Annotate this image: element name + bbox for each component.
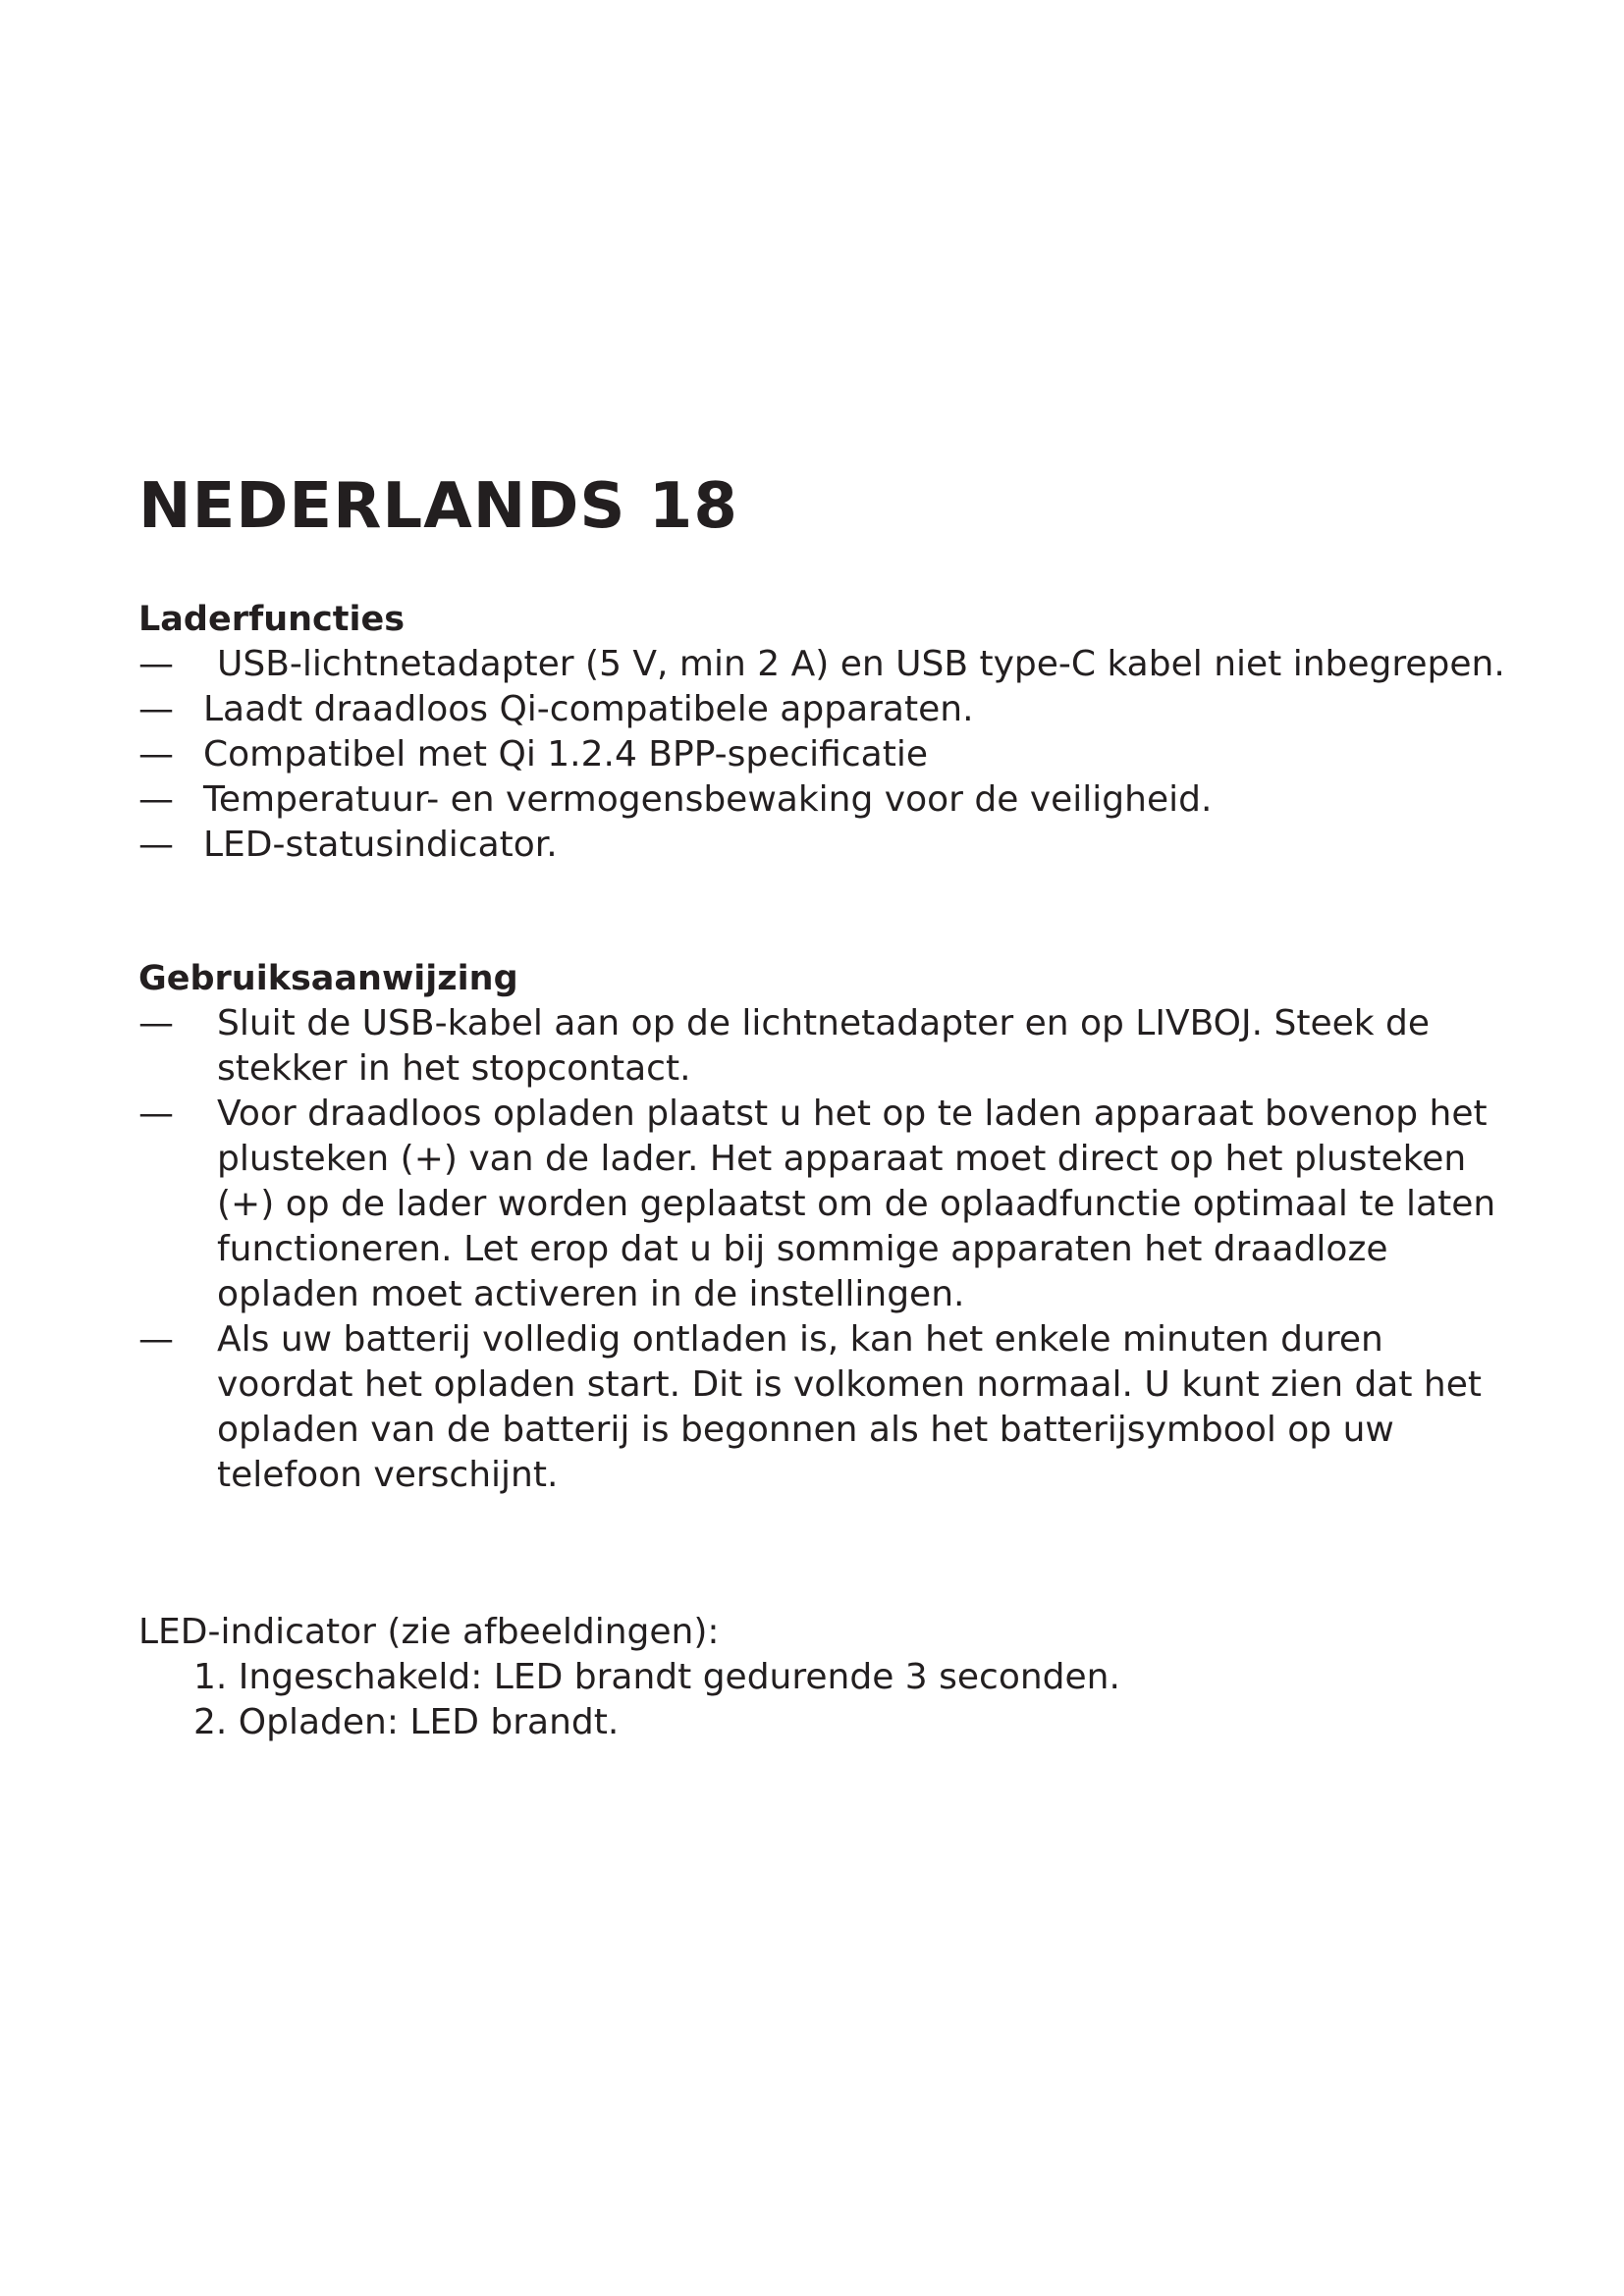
dash-bullet: — [138,1094,174,1134]
list-item [138,777,1513,823]
usage-section [138,956,1513,1498]
list-item [138,1092,1513,1317]
dash-bullet: — [138,644,174,684]
list-item [138,642,1513,687]
dash-bullet: — [138,1003,174,1043]
list-item [138,687,1513,732]
dash-bullet: — [138,689,174,729]
list-item-text: LED-statusindicator. [203,825,558,865]
list-item-text: Laadt draadloos Qi-compatibele apparaten. [203,689,974,729]
list-item: 2. Opladen: LED brandt. [193,1702,620,1742]
list-item-text: Voor draadloos opladen plaatst u het op te laden apparaat bovenop het plusteken (+) van de lader. Het apparaat moet direct op het plusteken (+) op de lader worden geplaatst om de oplaadfunctie optimaal te laten functioneren. Let erop dat u bij sommige apparaten het draadloze opladen moet activeren in de instellingen. [217,1094,1496,1314]
list-item [138,1317,1513,1498]
list-item [138,732,1513,777]
features-section [138,597,1513,868]
dash-bullet: — [138,779,174,820]
dash-bullet: — [138,734,174,774]
list-item-text: Compatibel met Qi 1.2.4 BPP-specificatie [203,734,928,774]
features-list [138,642,1513,868]
list-item-text: Sluit de USB-kabel aan op de lichtnetadapter en op LIVBOJ. Steek de stekker in het stopcontact. [217,1003,1431,1089]
dash-bullet: — [138,1319,174,1360]
led-list [138,1655,1513,1745]
dash-bullet: — [138,825,174,865]
usage-heading: Gebruiksaanwijzing [138,959,518,998]
list-item [138,823,1513,868]
led-intro: LED-indicator (zie afbeeldingen): [138,1612,720,1652]
page-title: NEDERLANDS 18 [138,470,738,543]
list-item: 1. Ingeschakeld: LED brandt gedurende 3 seconden. [193,1657,1120,1697]
list-item-text: USB-lichtnetadapter (5 V, min 2 A) en USB type-C kabel niet inbegrepen. [217,644,1505,684]
list-item-text: Als uw batterij volledig ontladen is, kan het enkele minuten duren voordat het opladen start. Dit is volkomen normaal. U kunt zien dat het opladen van de batterij is begonnen als het batterijsymbool op uw telefoon verschijnt. [217,1319,1483,1495]
features-heading: Laderfuncties [138,600,406,639]
list-item-text: Temperatuur- en vermogensbewaking voor de veiligheid. [203,779,1213,820]
usage-list [138,1001,1513,1498]
list-item [138,1001,1513,1092]
led-section [138,1610,1513,1745]
